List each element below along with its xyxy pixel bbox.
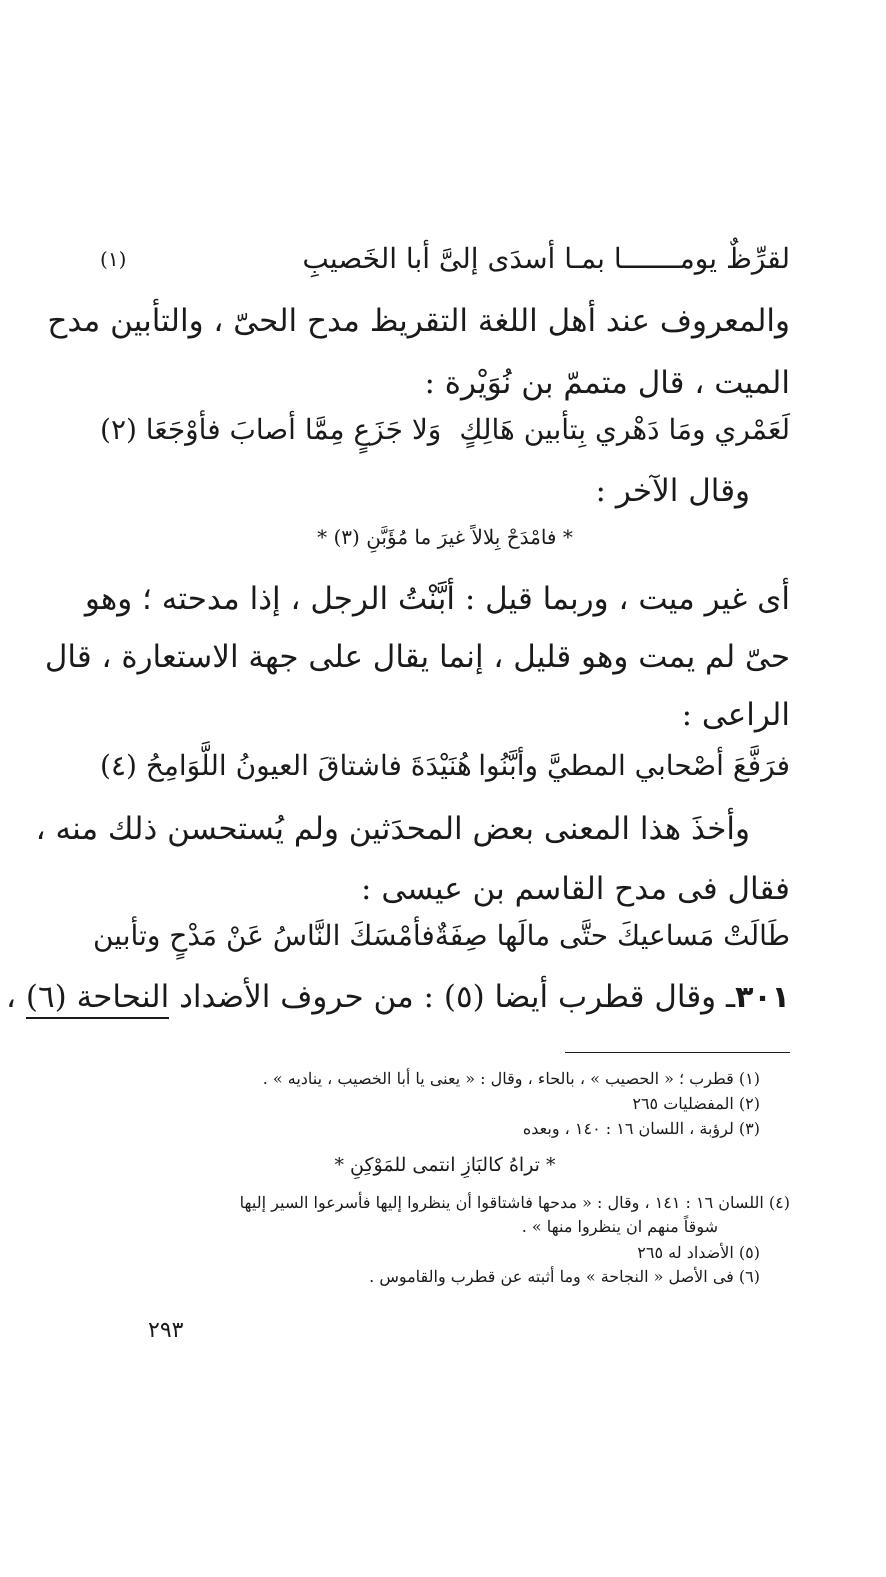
verse-line-10 bbox=[100, 744, 790, 788]
entry-number: ٣٠١ bbox=[735, 980, 790, 1015]
verse-hemistich-b: وَلا جَزَعٍ مِمَّا أصابَ فأوْجَعَا (٢) bbox=[100, 413, 442, 446]
entry-end: ، bbox=[5, 979, 16, 1015]
entry-301 bbox=[5, 974, 790, 1021]
verse-line-13 bbox=[92, 914, 790, 958]
verse-line-4 bbox=[100, 408, 790, 452]
paragraph-line-3: الميت ، قال متممّ بن نُوَيْرة : bbox=[424, 365, 790, 401]
footnote-5: (٥) الأضداد له ٢٦٥ bbox=[637, 1243, 760, 1262]
paragraph-line-5: وقال الآخر : bbox=[595, 473, 750, 509]
footnote-6: (٦) فى الأصل « النجاحة » وما أثبته عن قطرب والقاموس . bbox=[369, 1267, 760, 1286]
paragraph-line-9: الراعى : bbox=[681, 697, 790, 733]
verse-hemistich-a: فرَفَّعَ أصْحابي المطيَّ وأبَّنُوا bbox=[478, 749, 790, 782]
verse-hemistich-b: فأمْسَكَ النَّاسُ عَنْ مَدْحٍ وتأبين bbox=[92, 919, 435, 952]
paragraph-line-8: حىّ لم يمت وهو قليل ، إنما يقال على جهة الاستعارة ، قال bbox=[44, 639, 790, 675]
entry-text: ـ وقال قطرب أيضا (٥) : من حروف الأضداد bbox=[179, 979, 736, 1015]
verse-hemistich-a: لَعَمْري ومَا دَهْري بِتأبين هَالِكٍ bbox=[459, 413, 790, 446]
verse-line-1-text: لقرِّظٌ يومـــــــا بمـا أسدَى إلىَّ أبا الخَصيبِ bbox=[302, 242, 790, 275]
footnote-3: (٣) لرؤبة ، اللسان ١٦ : ١٤٠ ، وبعده bbox=[522, 1119, 760, 1138]
footnote-separator bbox=[565, 1052, 790, 1053]
verse-line-1 bbox=[100, 237, 790, 281]
paragraph-line-7: أى غير ميت ، وربما قيل : أبَّنْتُ الرجل ، إذا مدحته ؛ وهو bbox=[84, 581, 790, 617]
footnote-ref-1: (١) bbox=[100, 247, 127, 271]
footnote-3-verse: * تراهُ كالبَازِ انتمى للمَوْكِنِ * bbox=[334, 1154, 556, 1176]
entry-headword: النحاحة (٦) bbox=[26, 979, 169, 1019]
verse-hemistich-b: هُنَيْدَةَ فاشتاقَ العيونُ اللَّوَامِحُ (٤) bbox=[100, 749, 472, 782]
rajaz-verse: * فامْدَحْ بِلالاً غيرَ ما مُؤَبَّنِ (٣) * bbox=[317, 525, 573, 549]
page-number: ٢٩٣ bbox=[148, 1318, 184, 1343]
paragraph-line-12: فقال فى مدح القاسم بن عيسى : bbox=[361, 871, 790, 907]
footnote-4: (٤) اللسان ١٦ : ١٤١ ، وقال : « مدحها فاشتاقوا أن ينظروا إليها فأسرعوا السير إليها bbox=[239, 1193, 790, 1212]
paragraph-line-2: والمعروف عند أهل اللغة التقريظ مدح الحىّ ، والتأبين مدح bbox=[47, 303, 790, 339]
footnote-1: (١) قطرب ؛ « الحصيب » ، بالحاء ، وقال : « يعنى يا أبا الخصيب ، يناديه » . bbox=[262, 1069, 760, 1088]
footnote-4-continued: شوقاً منهم ان ينظروا منها » . bbox=[521, 1217, 718, 1236]
footnote-2: (٢) المفضليات ٢٦٥ bbox=[632, 1094, 760, 1113]
verse-hemistich-a: طَالَتْ مَساعيكَ حتَّى مالَها صِفَةٌ bbox=[434, 919, 790, 952]
paragraph-line-11: وأخذَ هذا المعنى بعض المحدَثين ولم يُستحسن ذلك منه ، bbox=[35, 811, 750, 847]
